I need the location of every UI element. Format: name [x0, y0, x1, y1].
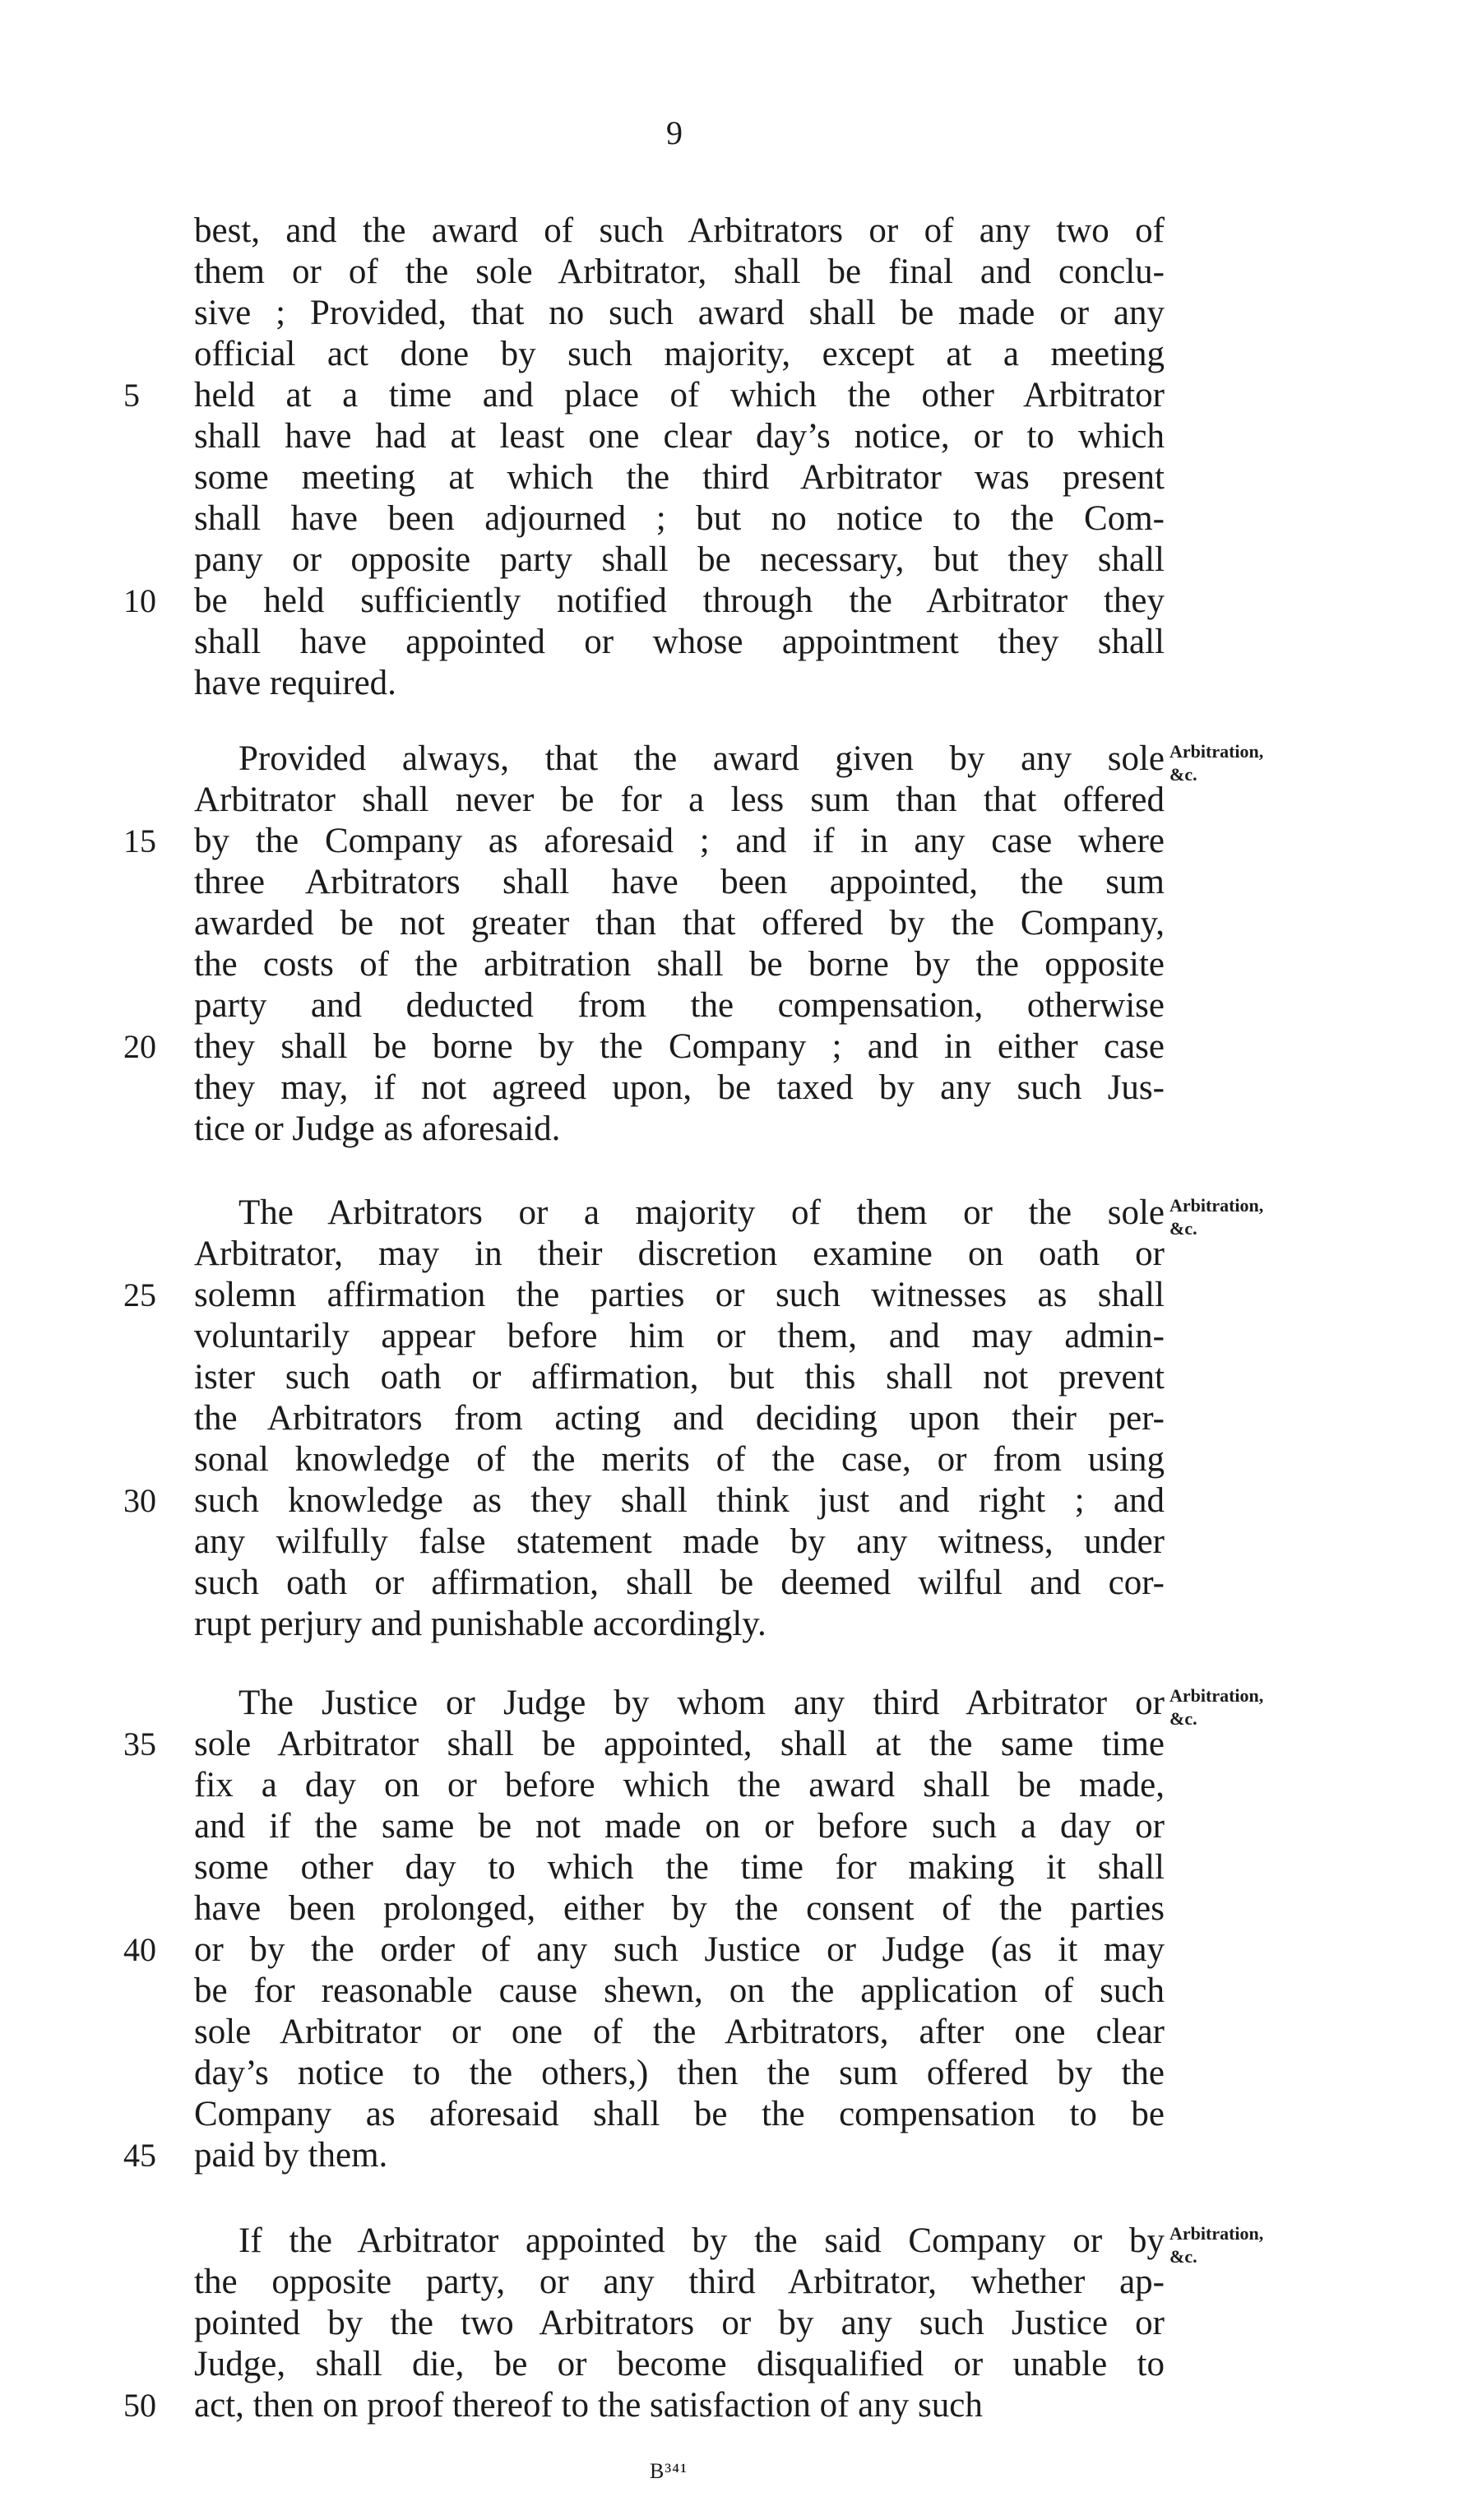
line-number: 25: [123, 1276, 156, 1313]
margin-note: Arbitration, &c.: [1169, 741, 1264, 785]
line-number: 30: [123, 1482, 156, 1519]
text-line: day’s notice to the others,) then the sum offered by the: [194, 2054, 1165, 2092]
text-line: The Justice or Judge by whom any third Arbitrator or: [239, 1684, 1165, 1722]
text-line: sole Arbitrator shall be appointed, shall at the same time: [194, 1725, 1165, 1763]
text-line: any wilfully false statement made by any witness, under: [194, 1522, 1165, 1561]
text-line: them or of the sole Arbitrator, shall be final and conclu-: [194, 252, 1165, 291]
text-line: solemn affirmation the parties or such witnesses as shall: [194, 1276, 1165, 1314]
text-line: voluntarily appear before him or them, and may admin-: [194, 1317, 1165, 1355]
line-number: 15: [123, 822, 156, 859]
text-line: the opposite party, or any third Arbitrator, whether ap-: [194, 2263, 1165, 2301]
text-line: pointed by the two Arbitrators or by any such Justice or: [194, 2304, 1165, 2342]
margin-note: Arbitration, &c.: [1169, 1195, 1264, 1239]
text-line: sole Arbitrator or one of the Arbitrators, after one clear: [194, 2013, 1165, 2051]
text-line: shall have been adjourned ; but no notice to the Com-: [194, 499, 1165, 538]
text-line: have required.: [194, 664, 396, 702]
text-line: fix a day on or before which the award shall be made,: [194, 1766, 1165, 1804]
text-line: such knowledge as they shall think just and right ; and: [194, 1481, 1165, 1520]
text-line: best, and the award of such Arbitrators or of any two of: [194, 211, 1165, 250]
line-number: 5: [123, 377, 140, 414]
text-line: some meeting at which the third Arbitrator was present: [194, 458, 1165, 497]
text-line: sive ; Provided, that no such award shall be made or any: [194, 294, 1165, 332]
line-number: 20: [123, 1028, 156, 1065]
text-line: be for reasonable cause shewn, on the application of such: [194, 1971, 1165, 2010]
text-line: awarded be not greater than that offered by the Company,: [194, 904, 1165, 943]
page-number: 9: [666, 114, 683, 151]
text-line: and if the same be not made on or before such a day or: [194, 1807, 1165, 1846]
text-line: such oath or affirmation, shall be deemed wilful and cor-: [194, 1563, 1165, 1602]
text-line: the Arbitrators from acting and deciding upon their per-: [194, 1399, 1165, 1438]
text-line: If the Arbitrator appointed by the said Company or by: [239, 2221, 1165, 2260]
text-line: Company as aforesaid shall be the compensation to be: [194, 2095, 1165, 2133]
text-line: paid by them.: [194, 2136, 388, 2175]
text-line: or by the order of any such Justice or Judge (as it may: [194, 1930, 1165, 1969]
text-line: sonal knowledge of the merits of the case, or from using: [194, 1440, 1165, 1479]
text-line: they shall be borne by the Company ; and in either case: [194, 1027, 1165, 1066]
line-number: 45: [123, 2137, 156, 2174]
signature-mark: B³⁴¹: [650, 2459, 688, 2483]
text-line: have been prolonged, either by the consent of the parties: [194, 1889, 1165, 1928]
text-line: three Arbitrators shall have been appointed, the sum: [194, 863, 1165, 901]
text-line: The Arbitrators or a majority of them or the sole: [239, 1193, 1165, 1232]
text-line: ister such oath or affirmation, but this shall not prevent: [194, 1358, 1165, 1397]
text-line: rupt perjury and punishable accordingly.: [194, 1605, 766, 1643]
text-line: by the Company as aforesaid ; and if in any case where: [194, 822, 1165, 860]
text-line: Arbitrator shall never be for a less sum than that offered: [194, 781, 1165, 819]
text-line: Judge, shall die, be or become disqualified or unable to: [194, 2345, 1165, 2383]
text-line: some other day to which the time for making it shall: [194, 1848, 1165, 1887]
line-number: 35: [123, 1726, 156, 1763]
text-line: be held sufficiently notified through the Arbitrator they: [194, 581, 1165, 620]
text-line: shall have appointed or whose appointment they shall: [194, 623, 1165, 661]
text-line: tice or Judge as aforesaid.: [194, 1109, 561, 1148]
text-line: pany or opposite party shall be necessary, but they shall: [194, 540, 1165, 579]
text-line: they may, if not agreed upon, be taxed by any such Jus-: [194, 1068, 1165, 1107]
text-line: held at a time and place of which the other Arbitrator: [194, 376, 1165, 415]
text-line: Arbitrator, may in their discretion examine on oath or: [194, 1235, 1165, 1273]
text-line: Provided always, that the award given by any sole: [239, 739, 1165, 778]
line-number: 50: [123, 2387, 156, 2424]
text-line: act, then on proof thereof to the satisfaction of any such: [194, 2386, 983, 2425]
margin-note: Arbitration, &c.: [1169, 1685, 1264, 1729]
margin-note: Arbitration, &c.: [1169, 2223, 1264, 2267]
line-number: 10: [123, 582, 156, 619]
text-line: the costs of the arbitration shall be borne by the opposite: [194, 945, 1165, 984]
line-number: 40: [123, 1931, 156, 1968]
text-line: shall have had at least one clear day’s notice, or to which: [194, 417, 1165, 456]
text-line: party and deducted from the compensation, otherwise: [194, 986, 1165, 1025]
text-line: official act done by such majority, except at a meeting: [194, 335, 1165, 373]
